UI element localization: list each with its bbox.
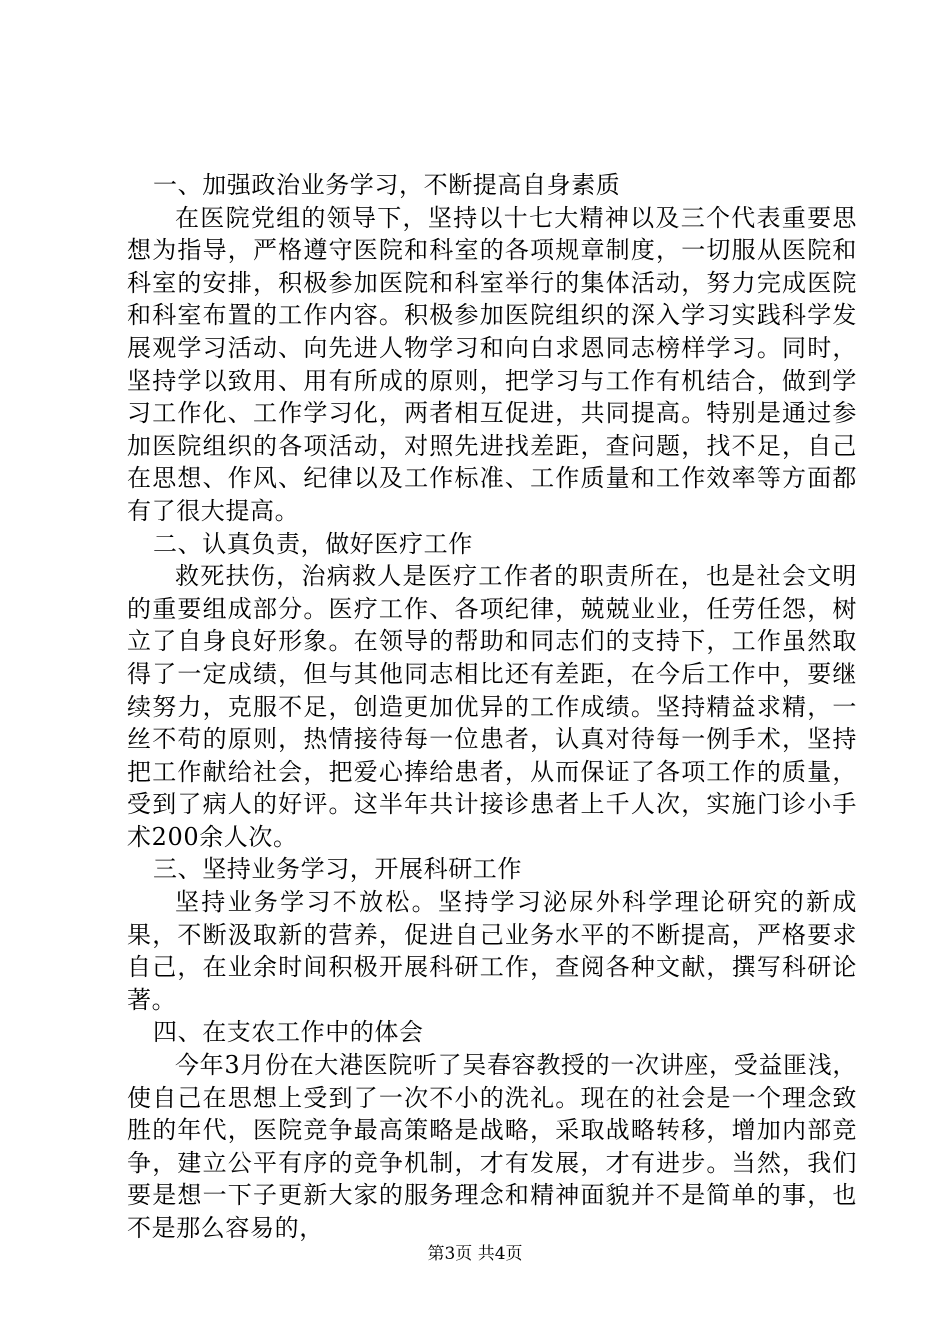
- section-paragraph: 坚持业务学习不放松。坚持学习泌尿外科学理论研究的新成果，不断汲取新的营养，促进自己业务水平的不断提高，严格要求自己，在业余时间积极开展科研工作，查阅各种文献，撰写科研论著。: [127, 888, 857, 1014]
- document-body: [127, 169, 857, 1245]
- section-heading: 四、在支农工作中的体会: [153, 1018, 424, 1047]
- section-paragraph: 今年3月份在大港医院听了吴春容教授的一次讲座，受益匪浅，使自己在思想上受到了一次不小的洗礼。现在的社会是一个理念致胜的年代，医院竞争最高策略是战略，采取战略转移，增加内部竞争，建立公平有序的竞争机制，才有发展，才有进步。当然，我们要是想一下子更新大家的服务理念和精神面貌并不是简单的事，也不是那么容易的，: [127, 1051, 857, 1242]
- page-number-footer: 第3页 共4页: [427, 1244, 523, 1264]
- section-heading: 一、加强政治业务学习，不断提高自身素质: [153, 171, 621, 199]
- section-heading: 二、认真负责，做好医疗工作: [153, 529, 473, 558]
- section-paragraph: 救死扶伤，治病救人是医疗工作者的职责所在，也是社会文明的重要组成部分。医疗工作、各项纪律，兢兢业业，任劳任怨，树立了自身良好形象。在领导的帮助和同志们的支持下，工作虽然取得了一定成绩，但与其他同志相比还有差距，在今后工作中，要继续努力，克服不足，创造更加优异的工作成绩。坚持精益求精，一丝不苟的原则，热情接待每一位患者，认真对待每一例手术，坚持把工作献给社会，把爱心捧给患者，从而保证了各项工作的质量，受到了病人的好评。这半年共计接诊患者上千人次，实施门诊小手术200余人次。: [127, 562, 857, 851]
- section-heading: 三、坚持业务学习，开展科研工作: [153, 855, 522, 884]
- section-paragraph: 在医院党组的领导下，坚持以十七大精神以及三个代表重要思想为指导，严格遵守医院和科室的各项规章制度，一切服从医院和科室的安排，积极参加医院和科室举行的集体活动，努力完成医院和科室布置的工作内容。积极参加医院组织的深入学习实践科学发展观学习活动、向先进人物学习和向白求恩同志榜样学习。同时，坚持学以致用、用有所成的原则，把学习与工作有机结合，做到学习工作化、工作学习化，两者相互促进，共同提高。特别是通过参加医院组织的各项活动，对照先进找差距，查问题，找不足，自己在思想、作风、纪律以及工作标准、工作质量和工作效率等方面都有了很大提高。: [127, 203, 857, 525]
